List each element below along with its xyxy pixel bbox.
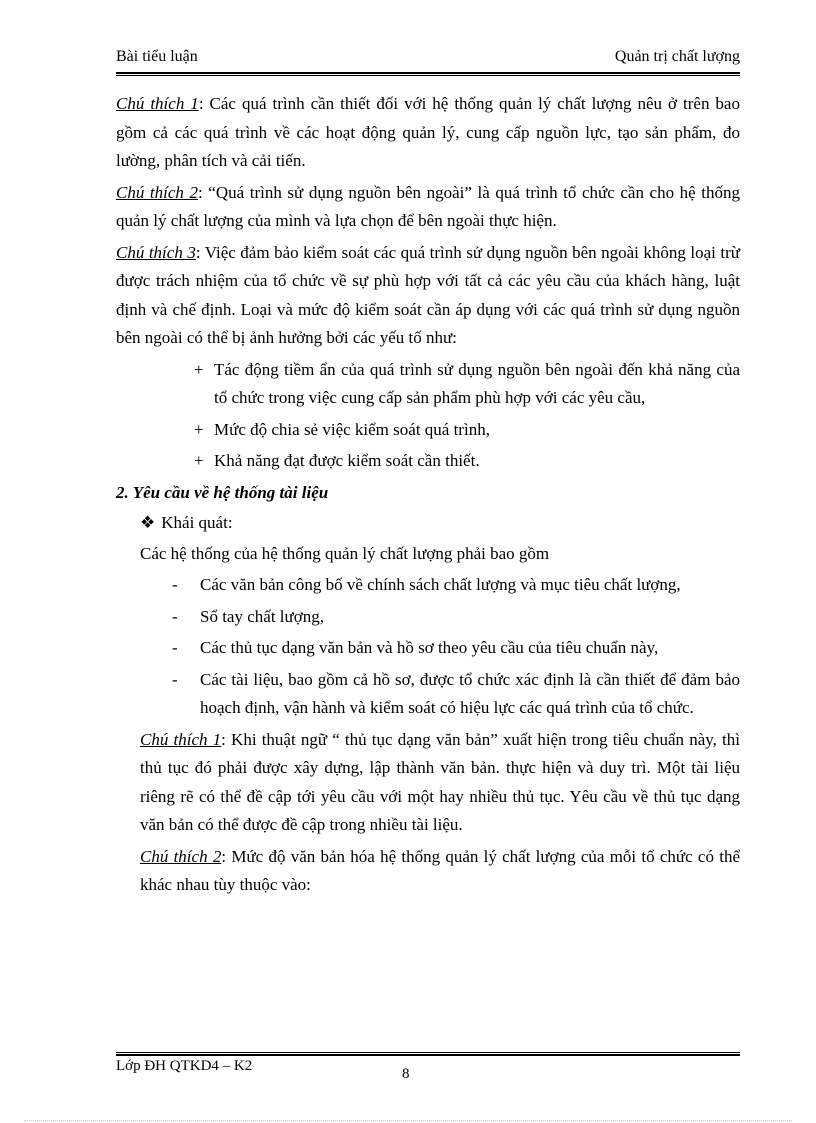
dash-bullet-icon: -: [172, 638, 178, 657]
list-item-text: Các văn bản công bố về chính sách chất lượng và mục tiêu chất lượng,: [200, 575, 681, 594]
diamond-bullet-icon: ❖: [140, 513, 156, 532]
list-item-text: Tác động tiềm ẩn của quá trình sử dụng nguồn bên ngoài đến khả năng của tổ chức trong việc cung cấp sản phẩm phù hợp với các yêu cầu,: [214, 359, 740, 407]
document-body: [116, 90, 740, 903]
header-right-title: Quản trị chất lượng: [614, 48, 740, 65]
list-item-text: Các thủ tục dạng văn bản và hồ sơ theo yêu cầu của tiêu chuẩn này,: [200, 638, 659, 657]
footer-class-label: Lớp ĐH QTKD4 – K2: [116, 1058, 253, 1074]
list-item: [172, 666, 740, 723]
note-text: : Mức độ văn bản hóa hệ thống quản lý chất lượng của mỗi tổ chức có thể khác nhau tùy thuộc vào:: [140, 846, 740, 894]
list-item: [172, 634, 740, 663]
list-item: [194, 447, 740, 476]
note-label: Chú thích 2: [116, 182, 198, 202]
list-item-text: Mức độ chia sẻ việc kiểm soát quá trình,: [214, 419, 490, 439]
note-text: : Các quá trình cần thiết đối với hệ thống quản lý chất lượng nêu ở trên bao gồm cả các quá trình về các hoạt động quản lý, cung cấp nguồn lực, tạo sản phẩm, đo lường, phân tích và cải tiến.: [116, 94, 740, 170]
section-heading: 2. Yêu cầu về hệ thống tài liệu: [116, 482, 329, 502]
dash-bullet-icon: -: [172, 669, 178, 689]
header-left-title: Bài tiểu luận: [116, 48, 198, 65]
list-item: [172, 603, 740, 632]
note-paragraph: [140, 843, 740, 900]
footer-rule: [116, 1052, 740, 1056]
page-header: [116, 48, 740, 72]
overview-heading: [140, 509, 740, 538]
list-item: [194, 416, 740, 445]
dash-bullet-icon: -: [172, 575, 178, 594]
list-item-text: Khả năng đạt được kiểm soát cần thiết.: [214, 451, 480, 470]
list-item-text: Các tài liệu, bao gồm cả hồ sơ, được tổ chức xác định là cần thiết để đảm bảo hoạch định, vận hành và kiểm soát có hiệu lực các quá trình của tổ chức.: [200, 669, 740, 717]
note-label: Chú thích 1: [140, 729, 222, 749]
note-paragraph: [116, 90, 740, 176]
note-label: Chú thích 3: [116, 242, 196, 262]
note-text: : Việc đảm bảo kiểm soát các quá trình sử dụng nguồn bên ngoài không loại trừ được trách nhiệm của tổ chức về sự phù hợp với tất cả các yêu cầu của khách hàng, luật định và chế định. Loại và mức độ kiểm soát cần áp dụng với các quá trình sử dụng nguồn bên ngoài có thể bị ảnh hưởng bởi các yếu tố như:: [116, 242, 740, 347]
requirement-list: [172, 571, 740, 723]
list-item-text: Sổ tay chất lượng,: [200, 606, 324, 626]
header-rule: [116, 72, 740, 76]
page-number: 8: [402, 1066, 410, 1082]
note-paragraph: [116, 179, 740, 236]
plus-bullet-icon: +: [194, 451, 204, 470]
note-label: Chú thích 1: [116, 94, 199, 113]
factor-list: [194, 356, 740, 476]
note-paragraph: [140, 726, 740, 840]
plus-bullet-icon: +: [194, 419, 204, 439]
note-text: : “Quá trình sử dụng nguồn bên ngoài” là quá trình tổ chức cần cho hệ thống quản lý chất lượng của mình và lựa chọn để bên ngoài thực hiện.: [116, 182, 740, 230]
intro-paragraph: Các hệ thống của hệ thống quản lý chất lượng phải bao gồm: [140, 543, 550, 563]
note-text: : Khi thuật ngữ “ thủ tục dạng văn bản” xuất hiện trong tiêu chuẩn này, thì thủ tục đó phải được xây dựng, lập thành văn bản. thực hiện và duy trì. Một tài liệu riêng rẽ có thể đề cập tới yêu cầu với một hay nhiều thủ tục. Yêu cầu về thủ tục dạng văn bản có thể được đề cập trong nhiều tài liệu.: [140, 729, 740, 834]
note-label: Chú thích 2: [140, 846, 222, 866]
dash-bullet-icon: -: [172, 606, 178, 626]
plus-bullet-icon: +: [194, 359, 204, 379]
page-edge-divider: [24, 1120, 792, 1121]
note-paragraph: [116, 239, 740, 353]
overview-label: Khái quát:: [161, 513, 233, 532]
list-item: [194, 356, 740, 413]
list-item: [172, 571, 740, 600]
